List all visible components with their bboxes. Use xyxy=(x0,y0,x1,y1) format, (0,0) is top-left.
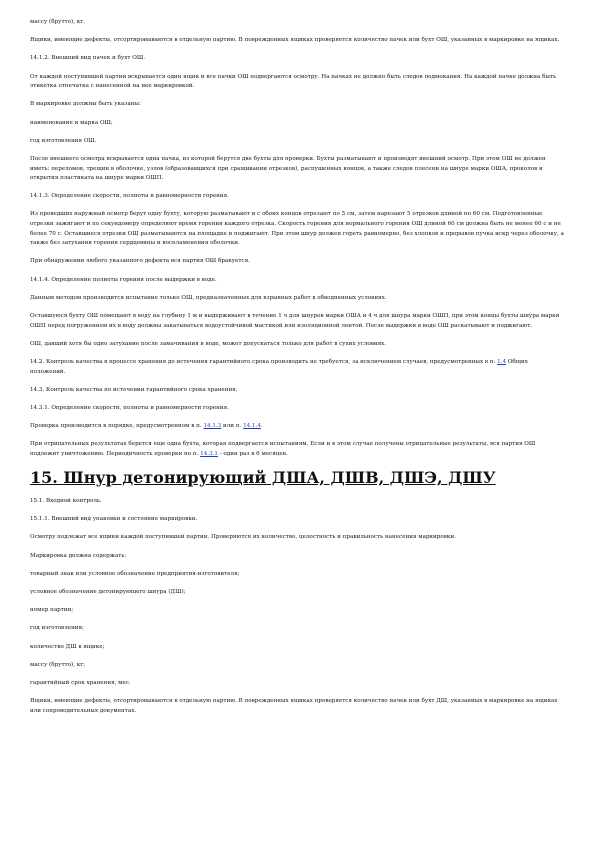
paragraph-dry-only: ОШ, давший хотя бы одно затухание после замачивания в воде, может допускаться только для работ в сухих условиях. xyxy=(30,340,387,347)
paragraph-marking-contains: Маркировка должна содержать: xyxy=(30,552,127,559)
paragraph-14-1-4: 14.1.4. Определение полноты горения после выдержки в воде. xyxy=(30,276,217,283)
paragraph-trademark: товарный знак или условное обозначение предприятия-изготовителя; xyxy=(30,570,240,577)
paragraph-gross-mass: массу (брутто), кг; xyxy=(30,661,86,668)
paragraph-14-1-2: 14.1.2. Внешний вид пачек и бухт ОШ. xyxy=(30,55,146,62)
paragraph-14-1-3: 14.1.3. Определение скорости, полноты и равномерности горения. xyxy=(30,193,229,200)
paragraph-marking-name: наименование и марка ОШ; xyxy=(30,119,113,126)
paragraph-15-1-1: 15.1.1. Внешний вид упаковки и состояние маркировки. xyxy=(30,516,198,523)
paragraph-batch-number: номер партии; xyxy=(30,607,74,614)
paragraph-check-procedure: Проверка производится в порядке, предусмотренном в п. 14.1.3 или п. 14.1.4. xyxy=(30,423,263,430)
paragraph-reject-batch: При обнаружении любого указанного дефекта вся партия ОШ бракуется. xyxy=(30,258,250,265)
paragraph-negative-results: При отрицательных результатах берется еще одна бухта, которая подвергается испытаниям. Если и в этом случае получены отрицательные результаты, вся партия ОШ подлежит уничтожению. Периодичность проверки по п. 14.3.1 - один раз в 6 месяцев. xyxy=(30,441,536,457)
paragraph-wet-conditions: Данным методом производится испытание только ОШ, предназначенных для взрывных работ в обводненных условиях. xyxy=(30,294,387,301)
paragraph-15-1: 15.1. Входной контроль. xyxy=(30,498,102,505)
paragraph-warranty: гарантийный срок хранения, мес. xyxy=(30,679,131,686)
paragraph-defective-boxes: Ящики, имеющие дефекты, отсортировываются в отдельную партию. В поврежденных ящиках проверяется количество пачек или бухт ОШ, указанных в маркировке на ящиках. xyxy=(30,37,560,44)
link-14-3-1[interactable]: 14.3.1 xyxy=(200,450,218,457)
paragraph-mass: массу (брутто), кг. xyxy=(30,19,85,25)
link-1-4[interactable]: 1.4 xyxy=(497,358,507,365)
paragraph-external-inspection: После внешнего осмотра вскрывается одна пачка, из которой берутся две бухты для проверки. Бухты разматывают и производят внешний осмотр. При этом ОШ не должен иметь: переломов, трещин в оболочке, узлов (образовавшихся при сращивании отрезков), распушенных концов, а также следов плесени на шнуре марки ОША, проколов и открытия пластиката на шнуре марки ОШП. xyxy=(30,155,546,182)
link-14-1-3[interactable]: 14.1.3 xyxy=(203,423,222,430)
paragraph-year: год изготовления; xyxy=(30,625,84,632)
paragraph-defective-boxes-ds: Ящики, имеющие дефекты, отсортировываются в отдельную партию. В поврежденных ящиках проверяется количество пачек или бухт ДШ, указанных в маркировке на ящиках или сопроводительных документах. xyxy=(30,698,558,714)
link-14-1-4[interactable]: 14.1.4 xyxy=(243,423,261,430)
paragraph-14-2: 14.2. Контроль качества в процессе хранения до истечения гарантийного срока производить не требуется, за исключением случаев, предусмотренных в п. 1.4 Общих положений. xyxy=(30,358,528,375)
paragraph-box-inspection: Осмотру подлежат все ящики каждой поступившей партии. Проверяются их количество, целостность и правильность нанесения маркировки. xyxy=(30,534,456,541)
paragraph-pack-inspection: От каждой поступившей партии вскрывается один ящик и все пачки ОШ подвергаются осмотру. На пачках не должно быть следов подмокания. На каждой пачке должна быть этикетка отпечатка с нанесенной на нее маркировкой. xyxy=(30,73,557,90)
paragraph-marking-year: год изготовления ОШ. xyxy=(30,137,97,144)
paragraph-marking-intro: В маркировке должны быть указаны: xyxy=(30,101,141,108)
paragraph-14-3-1: 14.3.1. Определение скорости, полноты и равномерности горения. xyxy=(30,404,229,411)
paragraph-cord-designation: условное обозначение детонирующего шнура (ДШ); xyxy=(30,589,186,596)
paragraph-water-immersion: Оставшуюся бухту ОШ помещают в воду на глубину 1 м и выдерживают в течение 1 ч для шнуров марки ОША и 4 ч для шнура марки ОШП, при этом концы бухты шнура марки ОШП перед погружением их в воду должны закатываться водоустойчивой мастикой или изоляционной лентой. После выдержки в воде ОШ раскатывают и поджигают. xyxy=(30,313,560,329)
paragraph-14-3: 14.3. Контроль качества по истечении гарантийного срока хранения. xyxy=(30,386,238,393)
paragraph-burning-test: Из проведших наружный осмотр берут одну бухту, которую разматывают и с обоих концов отрезают по 5 см, затем нарезают 5 отрезков длиной по 60 см. Подготовленные отрезки зажигают и по секундомеру определяют время горения каждого отрезка. Скорость горения для нормального горения ОШ длиной 60 см должна быть не менее 60 с и не более 70 с. Оставшиеся отрезки ОШ разматываются на площадке и поджигают. При этом шнур должен гореть равномерно, без хлопков и прорывов пучка искр через оболочку, а также без затухания горения сердцевины и воспламенения оболочки. xyxy=(30,211,564,247)
paragraph-quantity: количество ДШ в ящике; xyxy=(30,643,105,650)
section-heading-15: 15. Шнур детонирующий ДША, ДШВ, ДШЭ, ДШУ xyxy=(30,468,496,488)
